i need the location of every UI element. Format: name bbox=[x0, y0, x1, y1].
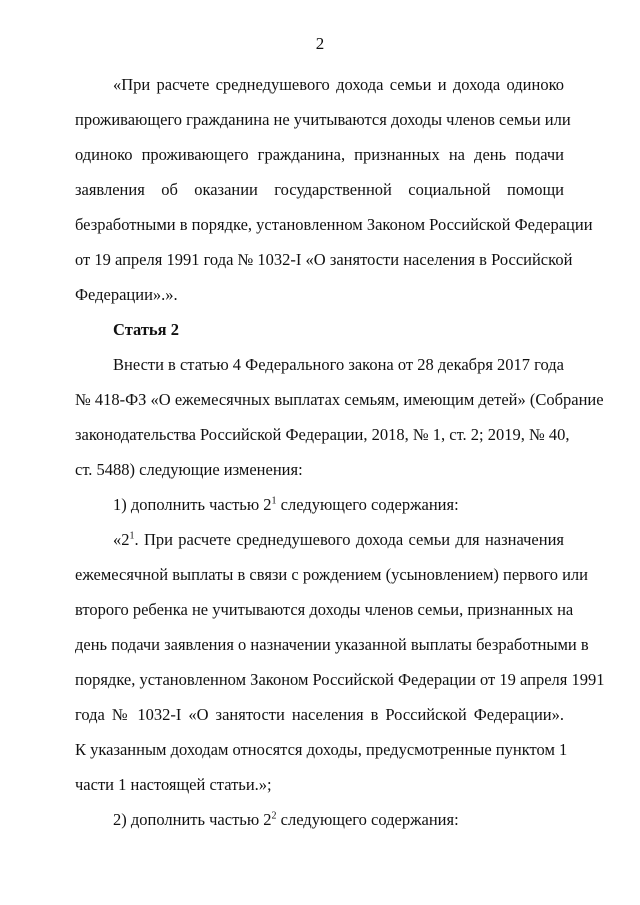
para3-line-6: года № 1032-I «О занятости населения в Российской Федерации». bbox=[75, 705, 564, 724]
item-2-superscript: 2 bbox=[271, 810, 277, 822]
para2-line-1: Внести в статью 4 Федерального закона от 28 декабря 2017 года bbox=[113, 355, 565, 374]
para3-line-2: ежемесячной выплаты в связи с рождением (усыновлением) первого или bbox=[75, 565, 588, 584]
para1-line-5: безработными в порядке, установленном Законом Российской Федерации bbox=[75, 215, 593, 234]
para2-line-4: ст. 5488) следующие изменения: bbox=[75, 460, 303, 479]
item-2-tail: следующего содержания: bbox=[276, 810, 459, 829]
article-2-heading: Статья 2 bbox=[113, 320, 179, 339]
item-1 bbox=[113, 495, 564, 515]
para1-line-7: Федерации».». bbox=[75, 285, 178, 304]
para3-line-1-superscript: 1 bbox=[129, 530, 135, 542]
para3-line-3: второго ребенка не учитываются доходы членов семьи, признанных на bbox=[75, 600, 574, 619]
item-1-superscript: 1 bbox=[271, 495, 277, 507]
para3-line-1-rest: . При расчете среднедушевого дохода семьи для назначения bbox=[134, 530, 564, 549]
para1-line-6: от 19 апреля 1991 года № 1032-I «О занятости населения в Российской bbox=[75, 250, 573, 269]
para2-line-2: № 418-ФЗ «О ежемесячных выплатах семьям, имеющим детей» (Собрание bbox=[75, 390, 604, 409]
para1-line-2: проживающего гражданина не учитываются доходы членов семьи или bbox=[75, 110, 571, 129]
para3-line-1-open: «2 bbox=[113, 530, 130, 549]
para3-line-7: К указанным доходам относятся доходы, предусмотренные пунктом 1 bbox=[75, 740, 568, 759]
para3-line-8: части 1 настоящей статьи.»; bbox=[75, 775, 272, 794]
item-2 bbox=[113, 810, 564, 830]
para1-line-1: «При расчете среднедушевого дохода семьи и дохода одиноко bbox=[113, 75, 564, 94]
para3-line-5: порядке, установленном Законом Российской Федерации от 19 апреля 1991 bbox=[75, 670, 605, 689]
para2-line-3: законодательства Российской Федерации, 2018, № 1, ст. 2; 2019, № 40, bbox=[75, 425, 570, 444]
para1-line-3: одиноко проживающего гражданина, признанных на день подачи bbox=[75, 145, 564, 164]
para3-line-1 bbox=[113, 530, 564, 550]
item-1-tail: следующего содержания: bbox=[276, 495, 459, 514]
page-number: 2 bbox=[315, 34, 325, 53]
para1-line-4: заявления об оказании государственной социальной помощи bbox=[75, 180, 564, 199]
para3-line-4: день подачи заявления о назначении указанной выплаты безработными в bbox=[75, 635, 589, 654]
item-1-text: 1) дополнить частью 2 bbox=[113, 495, 272, 514]
item-2-text: 2) дополнить частью 2 bbox=[113, 810, 272, 829]
